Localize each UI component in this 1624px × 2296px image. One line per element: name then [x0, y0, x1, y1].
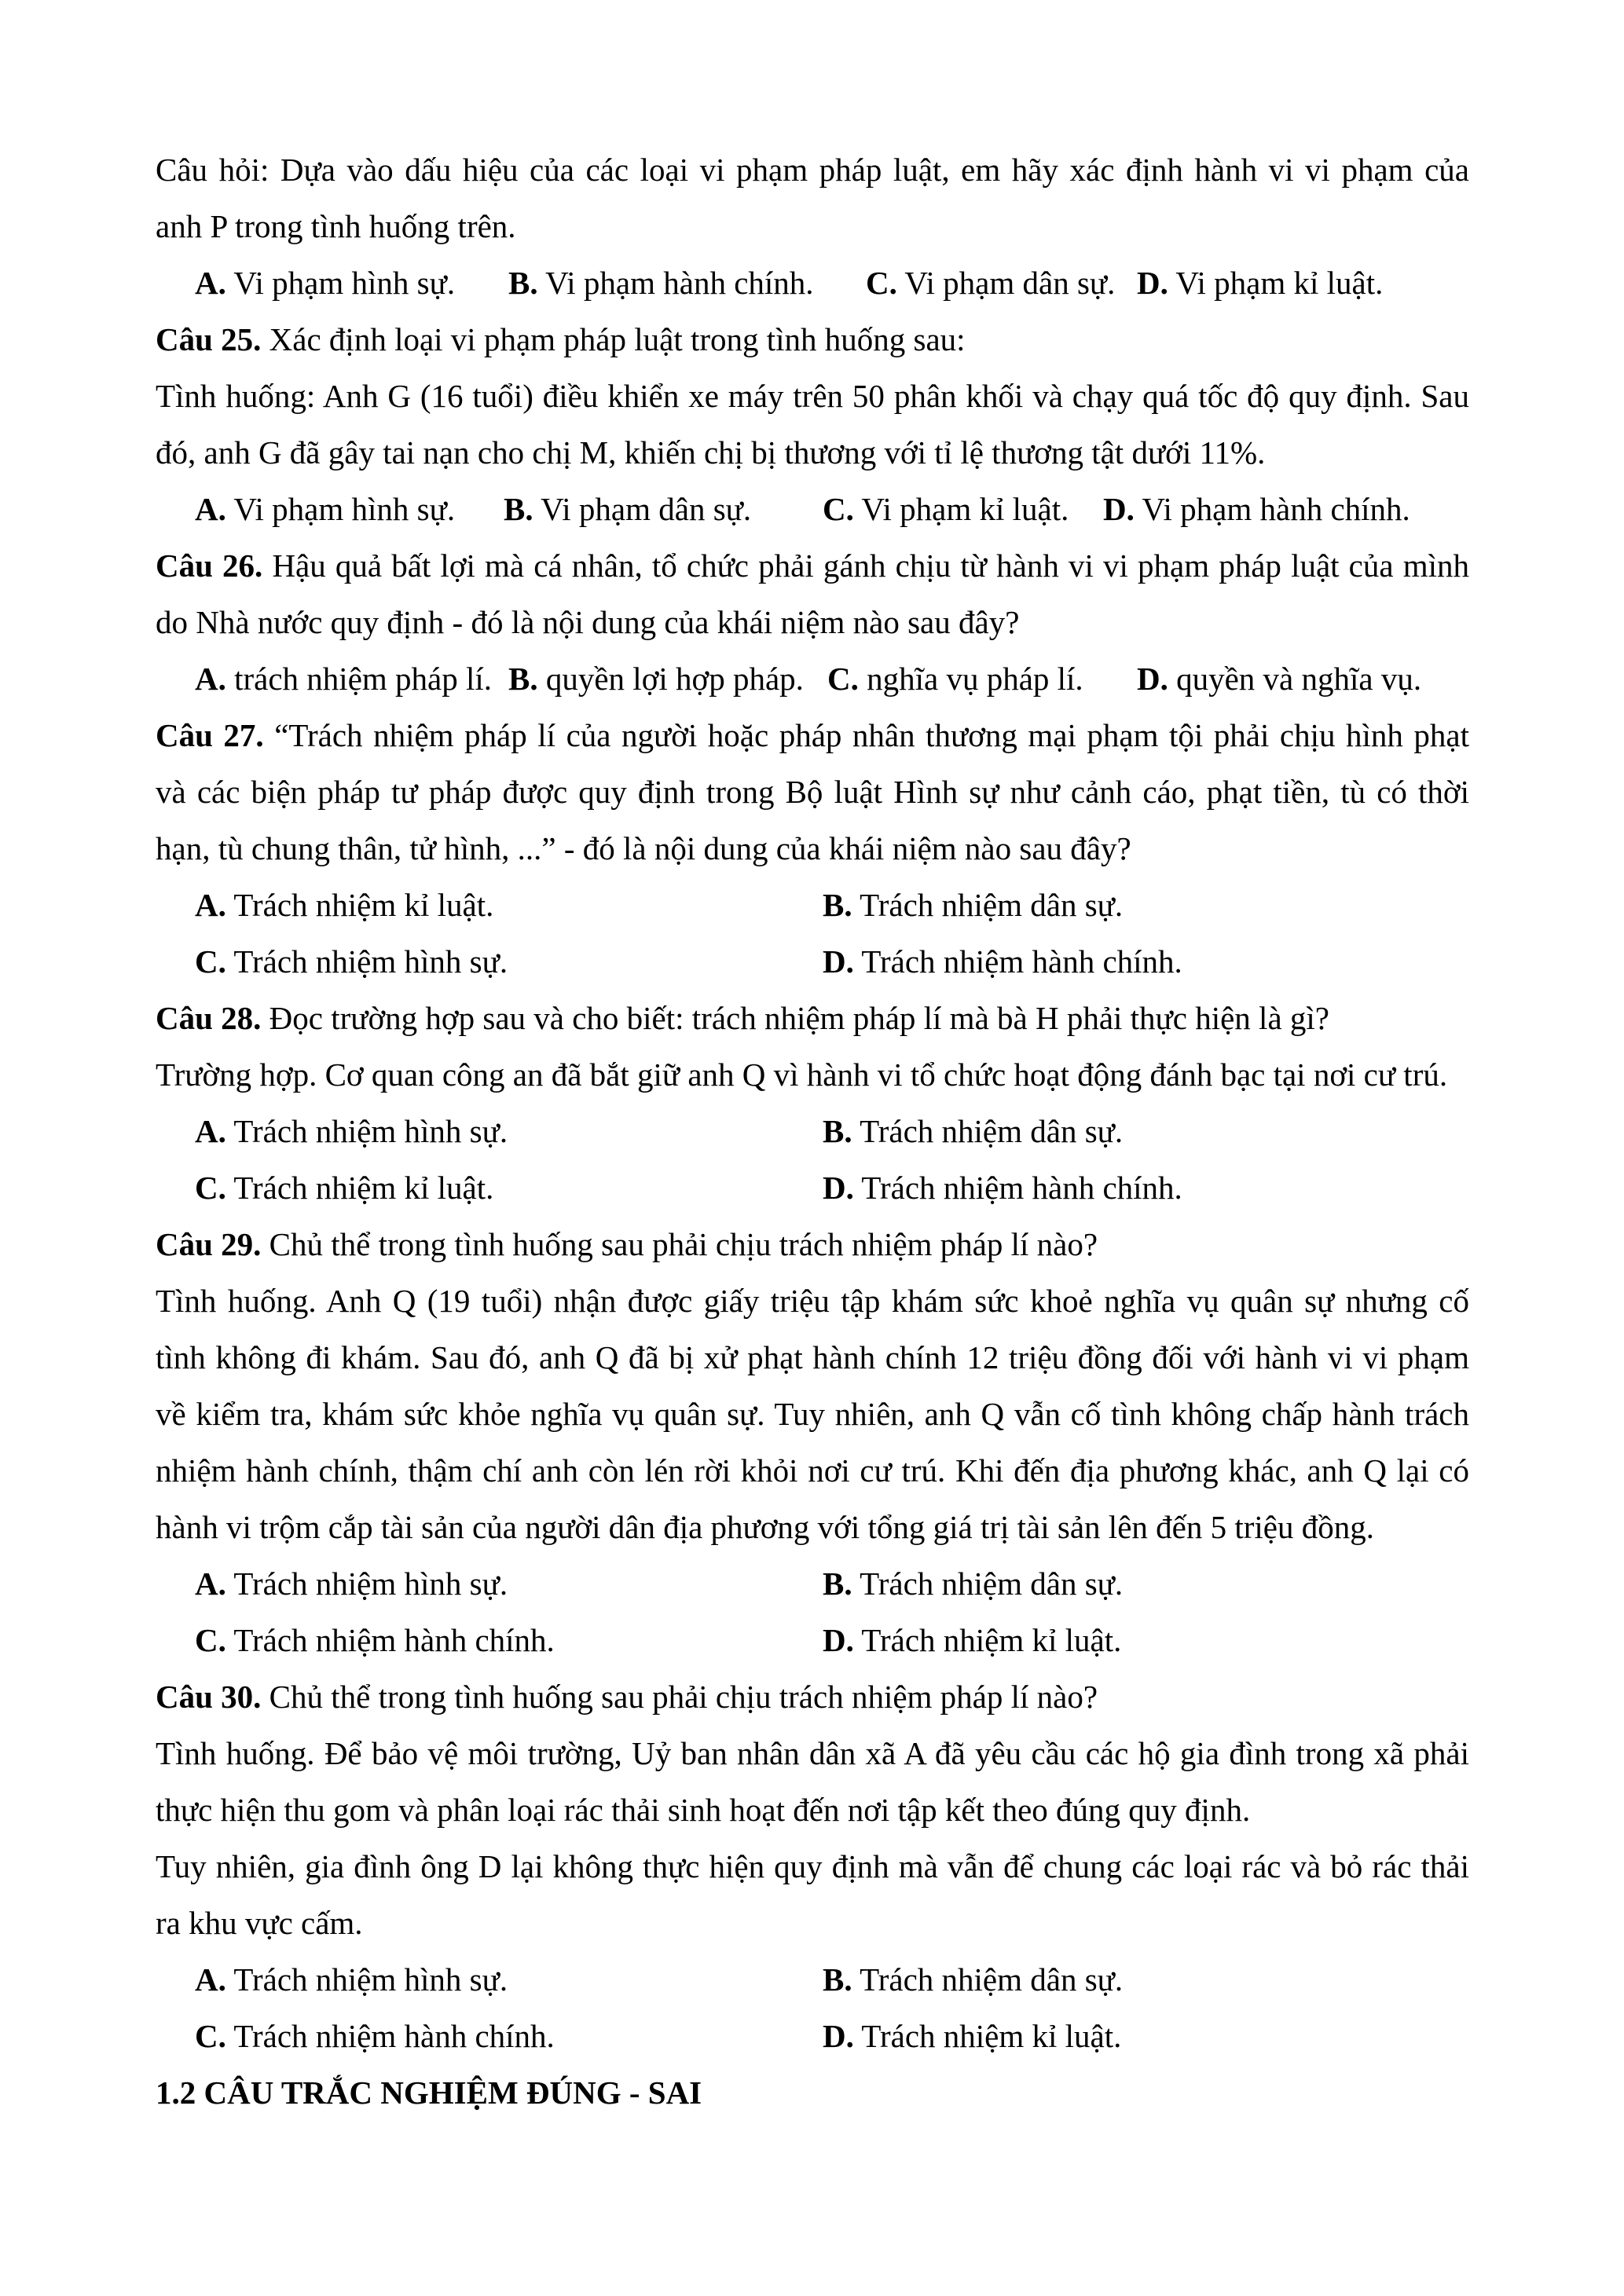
question-heading-text: Đọc trường hợp sau và cho biết: trách nhiệm pháp lí mà bà H phải thực hiện là gì?: [269, 1000, 1329, 1036]
option-label: C.: [195, 1170, 226, 1206]
option-text: Trách nhiệm dân sự.: [860, 1565, 1124, 1602]
question-heading-text: Xác định loại vi phạm pháp luật trong tình huống sau:: [269, 321, 966, 357]
option-label: C.: [823, 491, 854, 527]
question-number: Câu 30.: [156, 1679, 262, 1715]
question-heading-text: Hậu quả bất lợi mà cá nhân, tổ chức phải gánh chịu từ hành vi vi phạm pháp luật của mình: [272, 547, 1469, 584]
question-30: [156, 1668, 1469, 2064]
option-a: [195, 1555, 508, 1612]
q27-heading: [156, 707, 1469, 764]
option-text: Trách nhiệm dân sự.: [860, 1961, 1124, 1998]
option-c: [823, 481, 1069, 537]
option-text: quyền lợi hợp pháp.: [545, 661, 804, 697]
option-b: [823, 1951, 1123, 2008]
q24-text-line: anh P trong tình huống trên.: [156, 208, 516, 244]
option-text: Vi phạm hình sự.: [233, 491, 456, 527]
option-label: A.: [195, 887, 226, 923]
option-label: B.: [823, 1961, 852, 1998]
question-number: Câu 26.: [156, 547, 263, 584]
option-label: B.: [504, 491, 533, 527]
option-a: [195, 650, 492, 707]
option-a: [195, 877, 493, 933]
question-24: [156, 141, 1469, 311]
question-heading-text: Chủ thể trong tình huống sau phải chịu trách nhiệm pháp lí nào?: [269, 1226, 1098, 1262]
q29-text-line: tình không đi khám. Sau đó, anh Q đã bị xử phạt hành chính 12 triệu đồng đối với hành vi vi phạm: [156, 1339, 1469, 1375]
option-text: Trách nhiệm kỉ luật.: [861, 1622, 1122, 1658]
q27-text-line: hạn, tù chung thân, tử hình, ...” - đó là nội dung của khái niệm nào sau đây?: [156, 830, 1131, 866]
option-text: Vi phạm hình sự.: [233, 265, 456, 301]
q27-text-line: và các biện pháp tư pháp được quy định trong Bộ luật Hình sự như cảnh cáo, phạt tiền, tù có thời: [156, 774, 1469, 810]
q29-text-line: nhiệm hành chính, thậm chí anh còn lén rời khỏi nơi cư trú. Khi đến địa phương khác, anh Q lại có: [156, 1452, 1469, 1489]
option-label: A.: [195, 1565, 226, 1602]
option-c: [827, 650, 1083, 707]
q30-text-line: ra khu vực cấm.: [156, 1905, 363, 1941]
q25-text-line: đó, anh G đã gây tai nạn cho chị M, khiến chị bị thương với tỉ lệ thương tật dưới 11%.: [156, 434, 1266, 471]
option-text: Vi phạm kỉ luật.: [1175, 265, 1384, 301]
option-label: A.: [195, 265, 226, 301]
q25-heading: [156, 311, 1469, 368]
option-text: Vi phạm hành chính.: [1142, 491, 1410, 527]
option-b: [823, 877, 1123, 933]
question-number: Câu 25.: [156, 321, 262, 357]
option-text: quyền và nghĩa vụ.: [1176, 661, 1422, 697]
option-label: D.: [823, 1622, 854, 1658]
question-26: [156, 537, 1469, 707]
q25-text-line: Tình huống: Anh G (16 tuổi) điều khiển xe máy trên 50 phân khối và chạy quá tốc độ quy định. Sau: [156, 378, 1469, 414]
option-text: Trách nhiệm dân sự.: [860, 1113, 1124, 1149]
option-d: [823, 1159, 1182, 1216]
question-27: [156, 707, 1469, 990]
option-a: [195, 481, 455, 537]
option-c: [195, 1612, 555, 1668]
question-29: [156, 1216, 1469, 1668]
q30-options-row: [156, 2008, 1469, 2064]
q29-heading: [156, 1216, 1469, 1273]
option-d: [1137, 255, 1383, 311]
q27-options-row: [156, 933, 1469, 990]
q29-text-line: về kiểm tra, khám sức khỏe nghĩa vụ quân sự. Tuy nhiên, anh Q vẫn cố tình không chấp hành trách: [156, 1396, 1469, 1432]
question-28: [156, 990, 1469, 1216]
q28-heading: [156, 990, 1469, 1046]
option-label: C.: [195, 1622, 226, 1658]
option-label: C.: [866, 265, 897, 301]
option-b: [508, 255, 814, 311]
option-c: [195, 1159, 493, 1216]
option-text: Trách nhiệm hành chính.: [233, 1622, 555, 1658]
q27-options-row: [156, 877, 1469, 933]
option-text: Trách nhiệm hình sự.: [233, 1565, 508, 1602]
option-label: B.: [508, 661, 538, 697]
q30-heading: [156, 1668, 1469, 1725]
q28-options-row: [156, 1159, 1469, 1216]
option-label: B.: [823, 1113, 852, 1149]
option-d: [823, 2008, 1121, 2064]
option-text: Vi phạm dân sự.: [541, 491, 752, 527]
option-text: Trách nhiệm kỉ luật.: [861, 2018, 1122, 2054]
option-label: D.: [823, 2018, 854, 2054]
q29-options-row: [156, 1555, 1469, 1612]
q25-options-row: [156, 481, 1469, 537]
option-a: [195, 255, 455, 311]
section-title: 1.2 CÂU TRẮC NGHIỆM ĐÚNG - SAI: [156, 2074, 702, 2111]
option-c: [195, 933, 508, 990]
option-d: [1103, 481, 1410, 537]
option-text: Trách nhiệm hành chính.: [861, 943, 1182, 980]
option-label: D.: [1103, 491, 1135, 527]
q29-text-line: Tình huống. Anh Q (19 tuổi) nhận được giấy triệu tập khám sức khoẻ nghĩa vụ quân sự nhưng cố: [156, 1283, 1469, 1319]
option-label: C.: [827, 661, 859, 697]
option-label: A.: [195, 1961, 226, 1998]
question-heading-text: “Trách nhiệm pháp lí của người hoặc pháp nhân thương mại phạm tội phải chịu hình phạt: [274, 717, 1470, 753]
question-number: Câu 27.: [156, 717, 264, 753]
question-heading-text: Chủ thể trong tình huống sau phải chịu trách nhiệm pháp lí nào?: [269, 1679, 1098, 1715]
q30-text-line: Tình huống. Để bảo vệ môi trường, Uỷ ban nhân dân xã A đã yêu cầu các hộ gia đình trong xã phải: [156, 1735, 1469, 1771]
q29-options-row: [156, 1612, 1469, 1668]
option-text: Trách nhiệm kỉ luật.: [233, 887, 494, 923]
q30-options-row: [156, 1951, 1469, 2008]
option-label: D.: [823, 943, 854, 980]
option-c: [866, 255, 1115, 311]
q24-options-row: [156, 255, 1469, 311]
option-label: D.: [823, 1170, 854, 1206]
option-label: A.: [195, 1113, 226, 1149]
option-text: Trách nhiệm hình sự.: [233, 943, 508, 980]
option-text: Vi phạm kỉ luật.: [861, 491, 1069, 527]
question-number: Câu 28.: [156, 1000, 262, 1036]
option-d: [823, 1612, 1121, 1668]
q26-heading: [156, 537, 1469, 594]
option-c: [195, 2008, 555, 2064]
q26-text-line: do Nhà nước quy định - đó là nội dung của khái niệm nào sau đây?: [156, 604, 1020, 640]
option-text: Trách nhiệm hình sự.: [233, 1961, 508, 1998]
option-label: C.: [195, 2018, 226, 2054]
option-b: [823, 1555, 1123, 1612]
q26-options-row: [156, 650, 1469, 707]
option-label: C.: [195, 943, 226, 980]
option-text: Trách nhiệm hành chính.: [233, 2018, 555, 2054]
q24-text-line: Câu hỏi: Dựa vào dấu hiệu của các loại vi phạm pháp luật, em hãy xác định hành vi vi phạm của: [156, 152, 1469, 188]
option-label: A.: [195, 661, 226, 697]
option-text: Trách nhiệm dân sự.: [860, 887, 1124, 923]
option-label: D.: [1137, 265, 1168, 301]
option-a: [195, 1951, 508, 2008]
q29-text-line: hành vi trộm cắp tài sản của người dân địa phương với tổng giá trị tài sản lên đến 5 triệu đồng.: [156, 1509, 1374, 1545]
option-b: [508, 650, 804, 707]
option-text: Trách nhiệm hình sự.: [233, 1113, 508, 1149]
q28-options-row: [156, 1103, 1469, 1159]
option-text: Vi phạm dân sự.: [904, 265, 1116, 301]
option-b: [823, 1103, 1123, 1159]
option-text: Vi phạm hành chính.: [545, 265, 814, 301]
q30-text-line: thực hiện thu gom và phân loại rác thải sinh hoạt đến nơi tập kết theo đúng quy định.: [156, 1792, 1251, 1828]
option-d: [1137, 650, 1421, 707]
option-d: [823, 933, 1182, 990]
question-25: [156, 311, 1469, 537]
option-label: D.: [1137, 661, 1168, 697]
option-a: [195, 1103, 508, 1159]
option-label: A.: [195, 491, 226, 527]
option-label: B.: [823, 1565, 852, 1602]
option-text: trách nhiệm pháp lí.: [234, 661, 493, 697]
option-b: [504, 481, 751, 537]
option-label: B.: [823, 887, 852, 923]
option-text: Trách nhiệm kỉ luật.: [233, 1170, 494, 1206]
q30-text-line: Tuy nhiên, gia đình ông D lại không thực hiện quy định mà vẫn để chung các loại rác và bỏ rác thải: [156, 1848, 1469, 1884]
option-label: B.: [508, 265, 538, 301]
option-text: Trách nhiệm hành chính.: [861, 1170, 1182, 1206]
q28-text-line: Trường hợp. Cơ quan công an đã bắt giữ anh Q vì hành vi tổ chức hoạt động đánh bạc tại nơi cư trú.: [156, 1056, 1448, 1093]
question-number: Câu 29.: [156, 1226, 262, 1262]
option-text: nghĩa vụ pháp lí.: [867, 661, 1083, 697]
